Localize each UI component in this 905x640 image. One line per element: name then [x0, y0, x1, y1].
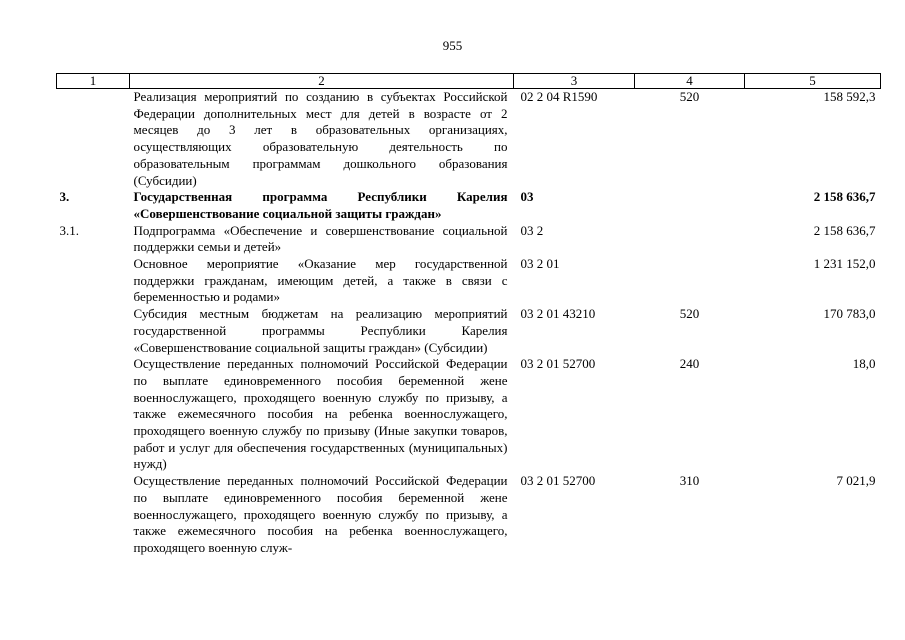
row-amount-cell: 170 783,0: [823, 306, 876, 322]
column-header-5: 5: [745, 74, 881, 89]
row-expense-type-cell: 520: [679, 89, 700, 104]
table-row: [57, 356, 881, 473]
row-number-cell: [57, 356, 130, 473]
row-amount-cell: 2 158 636,7: [813, 222, 876, 238]
row-number-cell: [57, 473, 130, 557]
row-expense-type-cell: [635, 223, 745, 256]
row-name-cell: Осуществление переданных полномочий Российской Федерации по выплате единовременного пособия беременной жене военнослужащего, проходящего военную службу по призыву, а также ежемесячного пособия на ребенка военнослужащего, проходящего военную службу по призыву (Иные закупки товаров, работ и услуг для обеспечения государственных (муниципальных) нужд): [133, 356, 508, 472]
row-code-cell: 03 2 01 43210: [520, 306, 596, 322]
budget-table: [56, 73, 881, 557]
row-number-cell: [57, 256, 130, 306]
column-header-3: 3: [514, 74, 635, 89]
page-number: 955: [442, 38, 463, 53]
table-row: [57, 223, 881, 256]
table-row: [57, 89, 881, 190]
table-row: [57, 306, 881, 356]
table-row: [57, 256, 881, 306]
table-row: [57, 189, 881, 222]
column-header-1: 1: [57, 74, 130, 89]
column-header-4: 4: [635, 74, 745, 89]
row-name-cell: Субсидия местным бюджетам на реализацию мероприятий государственной программы Республики Карелия «Совершенствование социальной защиты граждан» (Субсидии): [133, 306, 508, 355]
row-code-cell: 03: [520, 189, 534, 205]
row-number-cell: [57, 306, 130, 356]
row-name-cell: Реализация мероприятий по созданию в субъектах Российской Федерации дополнительных мест для детей в возрасте от 2 месяцев до 3 лет в образовательных организациях, осуществляющих образовательную деятельность по образовательным программам дошкольного образования (Субсидии): [133, 89, 508, 188]
row-amount-cell: 1 231 152,0: [813, 256, 876, 272]
row-expense-type-cell: [635, 256, 745, 306]
row-code-cell: 03 2: [520, 222, 544, 238]
row-expense-type-cell: 240: [679, 356, 700, 372]
row-code-cell: 03 2 01: [520, 256, 560, 272]
row-number-cell: [57, 89, 130, 190]
column-header-2: 2: [130, 74, 514, 89]
row-name-cell: Основное мероприятие «Оказание мер государственной поддержки гражданам, имеющим детей, а также в связи с беременностью и родами»: [133, 256, 508, 305]
row-name-cell: Осуществление переданных полномочий Российской Федерации по выплате единовременного пособия беременной жене военнослужащего, проходящего военную службу по призыву, а также ежемесячного пособия на ребенка военнослужащего, проходящего военную служ-: [133, 473, 508, 555]
row-expense-type-cell: 520: [679, 306, 700, 322]
row-amount-cell: 7 021,9: [836, 473, 876, 489]
table-body: [57, 89, 881, 557]
row-amount-cell: 158 592,3: [823, 89, 876, 104]
row-code-cell: 03 2 01 52700: [520, 473, 596, 489]
row-number-cell: 3.: [59, 189, 70, 205]
row-amount-cell: 18,0: [852, 356, 876, 372]
row-expense-type-cell: 310: [679, 473, 700, 489]
table-row: [57, 473, 881, 557]
row-amount-cell: 2 158 636,7: [813, 189, 876, 205]
row-code-cell: 02 2 04 R1590: [520, 89, 598, 104]
row-name-cell: Государственная программа Республики Карелия «Совершенствование социальной защиты граждан»: [133, 189, 508, 221]
row-code-cell: 03 2 01 52700: [520, 356, 596, 372]
row-expense-type-cell: [635, 189, 745, 222]
column-number-header-row: [57, 74, 881, 89]
row-number-cell: 3.1.: [59, 222, 79, 238]
row-name-cell: Подпрограмма «Обеспечение и совершенствование социальной поддержки семьи и детей»: [133, 222, 508, 255]
